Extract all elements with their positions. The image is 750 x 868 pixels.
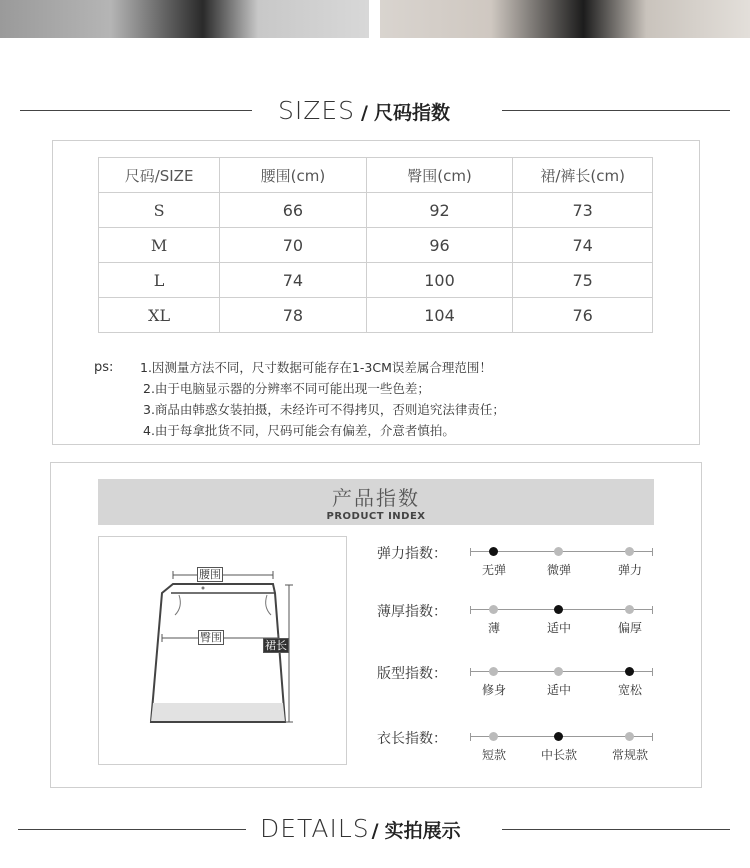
hip-cell: 104 — [366, 298, 513, 333]
size-table — [98, 157, 653, 333]
length-label: 裙长 — [265, 639, 287, 652]
size-cell: S — [99, 193, 220, 228]
header-waist: 腰围(cm) — [220, 158, 367, 193]
index-dot — [554, 667, 563, 676]
sizes-title-en: SIZES — [278, 96, 356, 125]
waist-cell: 74 — [220, 263, 367, 298]
table-header-row — [99, 158, 653, 193]
table-row — [99, 228, 653, 263]
product-index-title-zh: 产品指数 — [332, 486, 420, 510]
waist-label: 腰围 — [199, 568, 221, 581]
table-row — [99, 298, 653, 333]
details-title-zh: 实拍展示 — [384, 820, 461, 842]
note-line: 4.由于每拿批货不同，尺码可能会有偏差，介意者慎拍。 — [143, 423, 455, 438]
size-cell: XL — [99, 298, 220, 333]
details-title-sep: / — [371, 820, 379, 842]
index-dot — [489, 547, 498, 556]
index-dot — [554, 605, 563, 614]
index-option: 中长款 — [540, 748, 578, 762]
product-photo-right — [380, 0, 750, 38]
index-row-length — [377, 731, 657, 780]
details-title-en: DETAILS — [260, 814, 370, 843]
index-name: 版型指数： — [377, 666, 447, 682]
index-option: 修身 — [481, 683, 507, 697]
length-cell: 76 — [513, 298, 653, 333]
title-rule-right — [502, 110, 730, 111]
table-row — [99, 193, 653, 228]
header-length: 裙/裤长(cm) — [513, 158, 653, 193]
hip-cell: 100 — [366, 263, 513, 298]
index-option: 偏厚 — [617, 621, 643, 635]
product-index-banner — [98, 479, 654, 525]
note-line: 1.因测量方法不同，尺寸数据可能存在1-3CM误差属合理范围！ — [140, 360, 492, 375]
track-cap — [652, 606, 653, 614]
index-dot — [554, 547, 563, 556]
track-cap — [652, 733, 653, 741]
index-dot — [625, 732, 634, 741]
index-option: 无弹 — [481, 563, 507, 577]
sizes-title-zh: 尺码指数 — [374, 102, 451, 124]
header-hip: 臀围(cm) — [366, 158, 513, 193]
index-dot — [489, 667, 498, 676]
length-cell: 73 — [513, 193, 653, 228]
hip-cell: 92 — [366, 193, 513, 228]
waist-cell: 70 — [220, 228, 367, 263]
length-cell: 74 — [513, 228, 653, 263]
index-dot — [489, 605, 498, 614]
track-cap — [470, 668, 471, 676]
details-section-title — [260, 814, 461, 843]
size-cell: M — [99, 228, 220, 263]
index-option: 常规款 — [611, 748, 649, 762]
skirt-diagram-box — [98, 536, 347, 765]
index-row-thickness — [377, 604, 657, 653]
waist-cell: 66 — [220, 193, 367, 228]
index-option: 弹力 — [617, 563, 643, 577]
size-cell: L — [99, 263, 220, 298]
index-row-fit — [377, 666, 657, 715]
length-cell: 75 — [513, 263, 653, 298]
index-name: 衣长指数： — [377, 731, 447, 747]
index-row-elasticity — [377, 546, 657, 595]
note-line: 3.商品由韩惑女装拍摄，未经许可不得拷贝，否则追究法律责任； — [143, 402, 505, 417]
index-option: 薄 — [487, 621, 501, 635]
index-option: 微弹 — [546, 563, 572, 577]
title-rule-left — [20, 110, 252, 111]
track-cap — [470, 733, 471, 741]
ps-label: ps: — [94, 360, 114, 375]
table-row — [99, 263, 653, 298]
waist-cell: 78 — [220, 298, 367, 333]
header-size: 尺码/SIZE — [99, 158, 220, 193]
track-cap — [470, 606, 471, 614]
index-name: 薄厚指数： — [377, 604, 447, 620]
sizes-title-sep: / — [361, 102, 368, 124]
details-rule-left — [18, 829, 246, 830]
product-index-title-en: PRODUCT INDEX — [326, 511, 426, 522]
index-dot — [625, 667, 634, 676]
index-option: 适中 — [546, 683, 572, 697]
index-dot — [625, 547, 634, 556]
index-dot — [625, 605, 634, 614]
sizes-section-title — [278, 96, 450, 125]
index-dot — [489, 732, 498, 741]
product-photo-left — [0, 0, 369, 38]
note-line: 2.由于电脑显示器的分辨率不同可能出现一些色差； — [143, 381, 430, 396]
track-cap — [652, 668, 653, 676]
hip-label: 臀围 — [200, 631, 222, 644]
index-option: 短款 — [481, 748, 507, 762]
hip-cell: 96 — [366, 228, 513, 263]
track-cap — [652, 548, 653, 556]
index-name: 弹力指数： — [377, 546, 447, 562]
index-option: 宽松 — [617, 683, 643, 697]
track-cap — [470, 548, 471, 556]
index-dot — [554, 732, 563, 741]
details-rule-right — [502, 829, 730, 830]
index-option: 适中 — [546, 621, 572, 635]
